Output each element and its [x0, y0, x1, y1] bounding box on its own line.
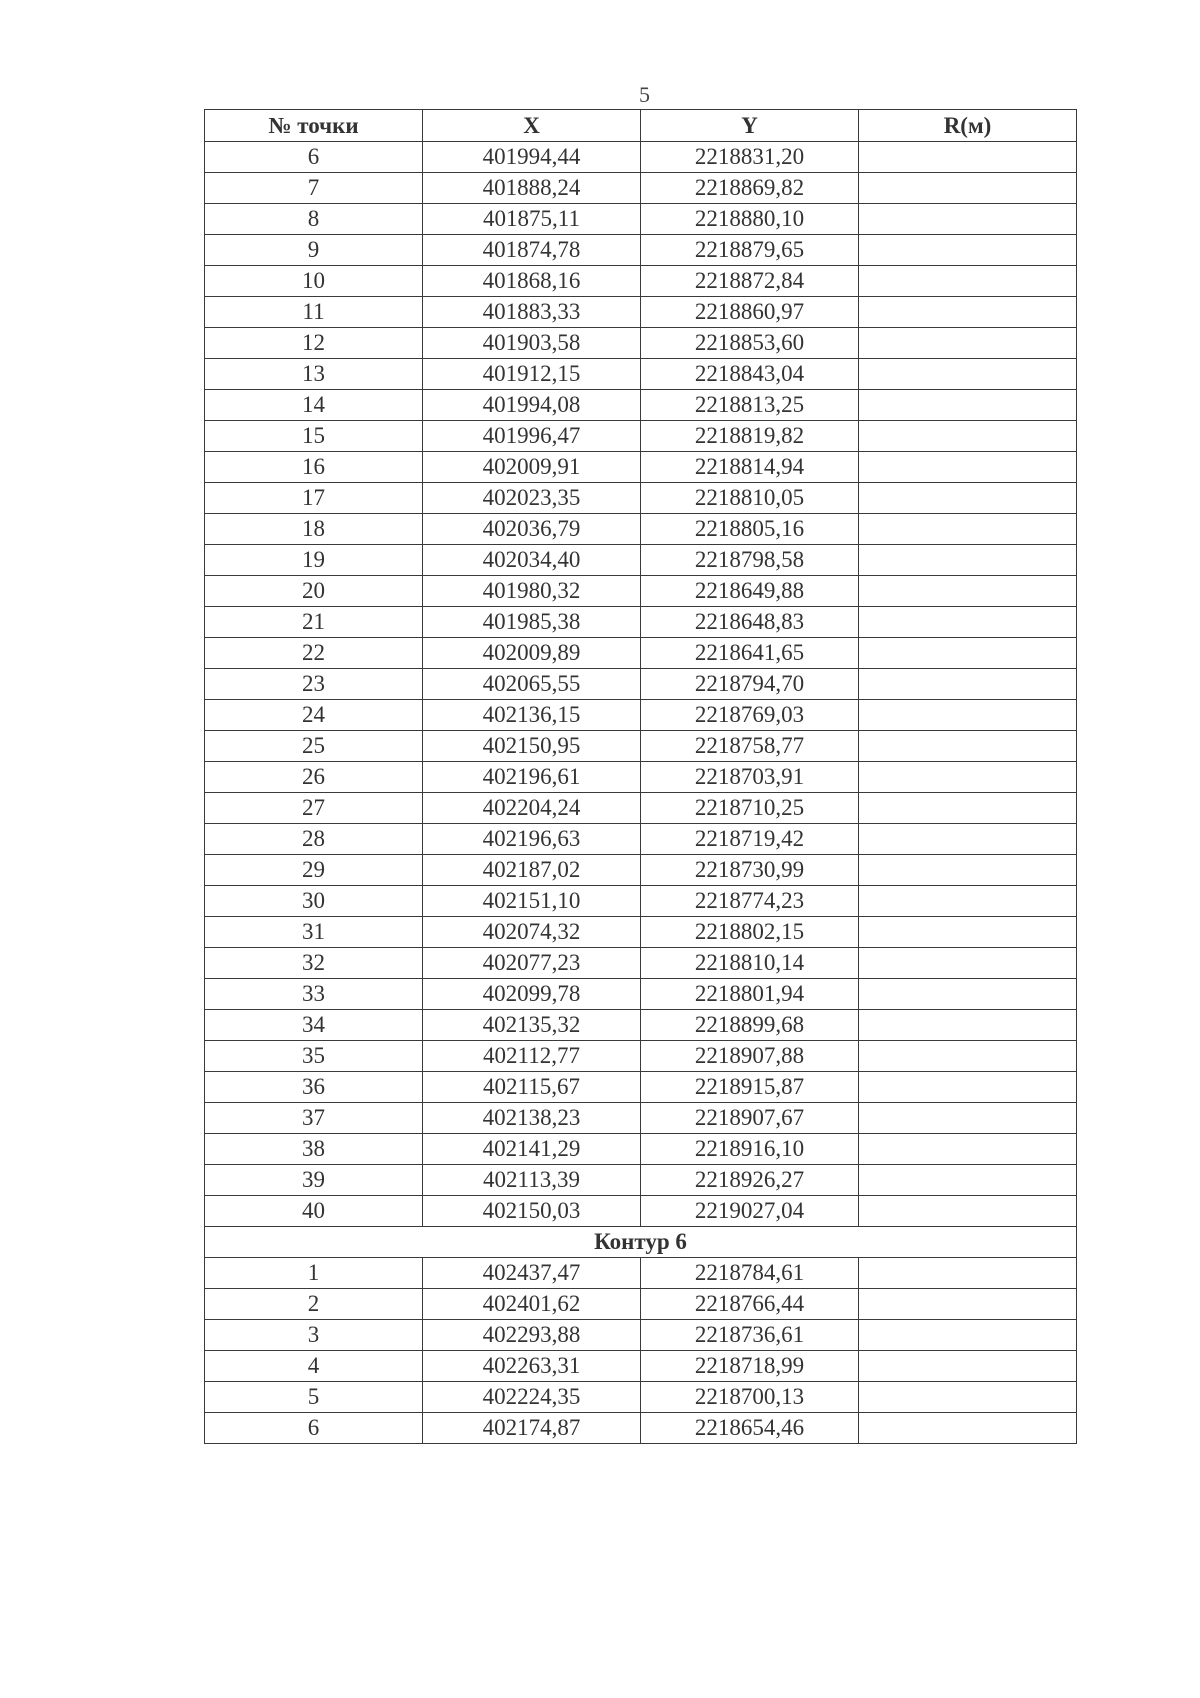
cell-x: 402113,39 — [423, 1165, 641, 1196]
cell-point-number: 30 — [205, 886, 423, 917]
table-row — [205, 948, 1077, 979]
cell-radius — [859, 452, 1077, 483]
table-row — [205, 235, 1077, 266]
cell-x: 402065,55 — [423, 669, 641, 700]
cell-point-number: 25 — [205, 731, 423, 762]
table-row — [205, 483, 1077, 514]
cell-x: 402023,35 — [423, 483, 641, 514]
cell-radius — [859, 1196, 1077, 1227]
cell-x: 402138,23 — [423, 1103, 641, 1134]
cell-point-number: 12 — [205, 328, 423, 359]
table-row — [205, 1289, 1077, 1320]
cell-radius — [859, 545, 1077, 576]
cell-y: 2218880,10 — [641, 204, 859, 235]
table-row — [205, 979, 1077, 1010]
cell-point-number: 26 — [205, 762, 423, 793]
table-row — [205, 1041, 1077, 1072]
cell-y: 2218805,16 — [641, 514, 859, 545]
cell-point-number: 5 — [205, 1382, 423, 1413]
table-row — [205, 731, 1077, 762]
cell-y: 2218730,99 — [641, 855, 859, 886]
cell-radius — [859, 824, 1077, 855]
cell-point-number: 19 — [205, 545, 423, 576]
cell-radius — [859, 514, 1077, 545]
cell-radius — [859, 948, 1077, 979]
cell-y: 2218926,27 — [641, 1165, 859, 1196]
table-row — [205, 1196, 1077, 1227]
cell-y: 2218810,05 — [641, 483, 859, 514]
header-x: X — [423, 110, 641, 142]
cell-radius — [859, 886, 1077, 917]
cell-x: 402099,78 — [423, 979, 641, 1010]
table-row — [205, 452, 1077, 483]
cell-y: 2218813,25 — [641, 390, 859, 421]
cell-x: 402151,10 — [423, 886, 641, 917]
cell-radius — [859, 1320, 1077, 1351]
table-row — [205, 1010, 1077, 1041]
cell-y: 2218703,91 — [641, 762, 859, 793]
cell-y: 2218654,46 — [641, 1413, 859, 1444]
cell-x: 401903,58 — [423, 328, 641, 359]
cell-point-number: 15 — [205, 421, 423, 452]
cell-y: 2218853,60 — [641, 328, 859, 359]
cell-radius — [859, 917, 1077, 948]
cell-radius — [859, 173, 1077, 204]
cell-point-number: 13 — [205, 359, 423, 390]
cell-radius — [859, 855, 1077, 886]
header-point-number: № точки — [205, 110, 423, 142]
table-row — [205, 1258, 1077, 1289]
table-row — [205, 793, 1077, 824]
cell-point-number: 40 — [205, 1196, 423, 1227]
cell-y: 2218907,67 — [641, 1103, 859, 1134]
table-row — [205, 1103, 1077, 1134]
table-row — [205, 824, 1077, 855]
cell-radius — [859, 669, 1077, 700]
cell-point-number: 29 — [205, 855, 423, 886]
cell-radius — [859, 1351, 1077, 1382]
table-row — [205, 514, 1077, 545]
table-row — [205, 545, 1077, 576]
cell-radius — [859, 762, 1077, 793]
cell-radius — [859, 979, 1077, 1010]
cell-radius — [859, 1041, 1077, 1072]
cell-point-number: 32 — [205, 948, 423, 979]
cell-radius — [859, 1072, 1077, 1103]
cell-x: 402034,40 — [423, 545, 641, 576]
cell-radius — [859, 297, 1077, 328]
table-body-part2 — [205, 1258, 1077, 1444]
table-row — [205, 917, 1077, 948]
cell-y: 2218798,58 — [641, 545, 859, 576]
cell-x: 402009,91 — [423, 452, 641, 483]
cell-y: 2218907,88 — [641, 1041, 859, 1072]
cell-x: 402204,24 — [423, 793, 641, 824]
cell-radius — [859, 235, 1077, 266]
cell-point-number: 34 — [205, 1010, 423, 1041]
section-body — [205, 1227, 1077, 1258]
cell-point-number: 8 — [205, 204, 423, 235]
cell-x: 402150,95 — [423, 731, 641, 762]
table-row — [205, 886, 1077, 917]
table-row — [205, 700, 1077, 731]
cell-y: 2218819,82 — [641, 421, 859, 452]
cell-radius — [859, 204, 1077, 235]
cell-y: 2219027,04 — [641, 1196, 859, 1227]
cell-radius — [859, 638, 1077, 669]
cell-x: 401912,15 — [423, 359, 641, 390]
cell-y: 2218710,25 — [641, 793, 859, 824]
cell-point-number: 18 — [205, 514, 423, 545]
cell-x: 402112,77 — [423, 1041, 641, 1072]
cell-x: 401875,11 — [423, 204, 641, 235]
table-row — [205, 142, 1077, 173]
cell-point-number: 27 — [205, 793, 423, 824]
table-row — [205, 359, 1077, 390]
cell-y: 2218831,20 — [641, 142, 859, 173]
cell-x: 402150,03 — [423, 1196, 641, 1227]
cell-y: 2218784,61 — [641, 1258, 859, 1289]
cell-x: 402136,15 — [423, 700, 641, 731]
cell-radius — [859, 483, 1077, 514]
cell-radius — [859, 359, 1077, 390]
table-header — [205, 110, 1077, 142]
section-row — [205, 1227, 1077, 1258]
table-row — [205, 762, 1077, 793]
cell-y: 2218879,65 — [641, 235, 859, 266]
cell-x: 401994,08 — [423, 390, 641, 421]
cell-point-number: 37 — [205, 1103, 423, 1134]
table-row — [205, 1413, 1077, 1444]
cell-y: 2218766,44 — [641, 1289, 859, 1320]
cell-x: 401980,32 — [423, 576, 641, 607]
cell-x: 402135,32 — [423, 1010, 641, 1041]
table-row — [205, 1382, 1077, 1413]
cell-y: 2218899,68 — [641, 1010, 859, 1041]
cell-point-number: 36 — [205, 1072, 423, 1103]
cell-x: 402077,23 — [423, 948, 641, 979]
table-row — [205, 421, 1077, 452]
cell-y: 2218810,14 — [641, 948, 859, 979]
cell-y: 2218769,03 — [641, 700, 859, 731]
cell-x: 401888,24 — [423, 173, 641, 204]
cell-y: 2218869,82 — [641, 173, 859, 204]
cell-y: 2218794,70 — [641, 669, 859, 700]
cell-point-number: 14 — [205, 390, 423, 421]
cell-y: 2218774,23 — [641, 886, 859, 917]
table-body-part1 — [205, 142, 1077, 1227]
cell-point-number: 17 — [205, 483, 423, 514]
cell-y: 2218719,42 — [641, 824, 859, 855]
cell-point-number: 20 — [205, 576, 423, 607]
cell-x: 401994,44 — [423, 142, 641, 173]
cell-x: 402263,31 — [423, 1351, 641, 1382]
cell-point-number: 2 — [205, 1289, 423, 1320]
cell-radius — [859, 1413, 1077, 1444]
table-row — [205, 1351, 1077, 1382]
cell-y: 2218860,97 — [641, 297, 859, 328]
cell-point-number: 38 — [205, 1134, 423, 1165]
cell-x: 402401,62 — [423, 1289, 641, 1320]
cell-radius — [859, 142, 1077, 173]
cell-y: 2218802,15 — [641, 917, 859, 948]
cell-x: 402196,61 — [423, 762, 641, 793]
coordinates-table — [204, 109, 1077, 1444]
table-row — [205, 1165, 1077, 1196]
cell-y: 2218758,77 — [641, 731, 859, 762]
table-row — [205, 266, 1077, 297]
cell-x: 402224,35 — [423, 1382, 641, 1413]
cell-point-number: 4 — [205, 1351, 423, 1382]
section-title: Контур 6 — [205, 1227, 1077, 1258]
cell-x: 401874,78 — [423, 235, 641, 266]
cell-x: 401868,16 — [423, 266, 641, 297]
cell-point-number: 39 — [205, 1165, 423, 1196]
cell-point-number: 22 — [205, 638, 423, 669]
cell-point-number: 31 — [205, 917, 423, 948]
cell-point-number: 6 — [205, 142, 423, 173]
cell-radius — [859, 390, 1077, 421]
cell-point-number: 7 — [205, 173, 423, 204]
cell-y: 2218649,88 — [641, 576, 859, 607]
cell-radius — [859, 576, 1077, 607]
cell-y: 2218915,87 — [641, 1072, 859, 1103]
cell-radius — [859, 1010, 1077, 1041]
cell-x: 402009,89 — [423, 638, 641, 669]
cell-radius — [859, 1382, 1077, 1413]
cell-radius — [859, 266, 1077, 297]
cell-radius — [859, 700, 1077, 731]
header-radius: R(м) — [859, 110, 1077, 142]
table-row — [205, 390, 1077, 421]
table-row — [205, 607, 1077, 638]
cell-radius — [859, 328, 1077, 359]
table-row — [205, 297, 1077, 328]
table-row — [205, 328, 1077, 359]
cell-x: 402174,87 — [423, 1413, 641, 1444]
cell-x: 402074,32 — [423, 917, 641, 948]
cell-x: 401985,38 — [423, 607, 641, 638]
table-row — [205, 1072, 1077, 1103]
cell-y: 2218648,83 — [641, 607, 859, 638]
table-row — [205, 669, 1077, 700]
cell-point-number: 11 — [205, 297, 423, 328]
cell-y: 2218718,99 — [641, 1351, 859, 1382]
cell-point-number: 1 — [205, 1258, 423, 1289]
cell-y: 2218641,65 — [641, 638, 859, 669]
table-row — [205, 855, 1077, 886]
cell-x: 402141,29 — [423, 1134, 641, 1165]
cell-radius — [859, 607, 1077, 638]
header-row — [205, 110, 1077, 142]
cell-x: 402437,47 — [423, 1258, 641, 1289]
table-row — [205, 1134, 1077, 1165]
cell-point-number: 28 — [205, 824, 423, 855]
cell-x: 401883,33 — [423, 297, 641, 328]
cell-point-number: 21 — [205, 607, 423, 638]
cell-y: 2218916,10 — [641, 1134, 859, 1165]
table-row — [205, 204, 1077, 235]
cell-point-number: 24 — [205, 700, 423, 731]
cell-y: 2218814,94 — [641, 452, 859, 483]
cell-y: 2218843,04 — [641, 359, 859, 390]
table-row — [205, 576, 1077, 607]
table-row — [205, 173, 1077, 204]
cell-x: 402187,02 — [423, 855, 641, 886]
cell-y: 2218700,13 — [641, 1382, 859, 1413]
cell-point-number: 10 — [205, 266, 423, 297]
cell-radius — [859, 731, 1077, 762]
cell-x: 402293,88 — [423, 1320, 641, 1351]
cell-radius — [859, 1289, 1077, 1320]
cell-point-number: 33 — [205, 979, 423, 1010]
cell-x: 402115,67 — [423, 1072, 641, 1103]
cell-point-number: 6 — [205, 1413, 423, 1444]
cell-x: 401996,47 — [423, 421, 641, 452]
cell-radius — [859, 1134, 1077, 1165]
cell-point-number: 16 — [205, 452, 423, 483]
cell-point-number: 35 — [205, 1041, 423, 1072]
cell-radius — [859, 793, 1077, 824]
cell-radius — [859, 421, 1077, 452]
cell-radius — [859, 1103, 1077, 1134]
cell-y: 2218872,84 — [641, 266, 859, 297]
page-number: 5 — [639, 82, 650, 107]
cell-radius — [859, 1165, 1077, 1196]
cell-y: 2218736,61 — [641, 1320, 859, 1351]
cell-point-number: 23 — [205, 669, 423, 700]
cell-x: 402036,79 — [423, 514, 641, 545]
cell-x: 402196,63 — [423, 824, 641, 855]
table-row — [205, 638, 1077, 669]
cell-point-number: 9 — [205, 235, 423, 266]
table-row — [205, 1320, 1077, 1351]
cell-point-number: 3 — [205, 1320, 423, 1351]
cell-y: 2218801,94 — [641, 979, 859, 1010]
cell-radius — [859, 1258, 1077, 1289]
header-y: Y — [641, 110, 859, 142]
